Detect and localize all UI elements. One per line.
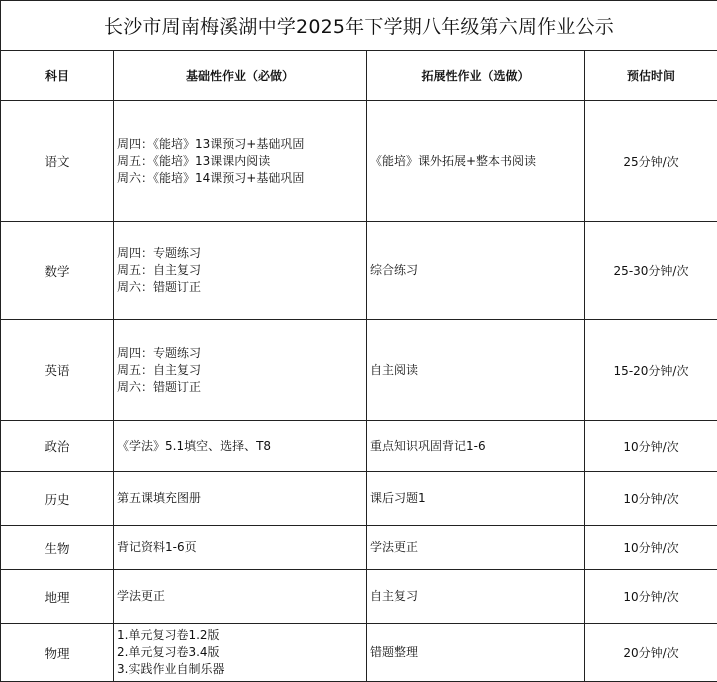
basic-cell xyxy=(114,472,367,526)
basic-line: 周六：错题订正 xyxy=(117,379,366,396)
table-row xyxy=(1,570,717,624)
subject-cell: 语文 xyxy=(1,101,114,222)
extension-cell: 错题整理 xyxy=(367,624,585,682)
basic-line: 学法更正 xyxy=(117,588,366,605)
time-cell: 10分钟/次 xyxy=(585,472,717,526)
subject-cell: 英语 xyxy=(1,320,114,421)
subject-cell: 生物 xyxy=(1,526,114,570)
time-cell: 15-20分钟/次 xyxy=(585,320,717,421)
basic-line: 第五课填充图册 xyxy=(117,490,366,507)
extension-cell: 《能培》课外拓展+整本书阅读 xyxy=(367,101,585,222)
extension-cell: 自主复习 xyxy=(367,570,585,624)
basic-line: 周六：《能培》14课预习+基础巩固 xyxy=(117,170,366,187)
basic-line: 周六：错题订正 xyxy=(117,279,366,296)
subject-cell: 历史 xyxy=(1,472,114,526)
table-row xyxy=(1,222,717,320)
time-cell: 20分钟/次 xyxy=(585,624,717,682)
basic-cell xyxy=(114,222,367,320)
header-extension: 拓展性作业（选做） xyxy=(367,51,585,101)
extension-cell: 课后习题1 xyxy=(367,472,585,526)
basic-line: 周四：《能培》13课预习+基础巩固 xyxy=(117,136,366,153)
subject-cell: 地理 xyxy=(1,570,114,624)
sheet-title: 长沙市周南梅溪湖中学2025年下学期八年级第六周作业公示 xyxy=(1,1,717,51)
header-time: 预估时间 xyxy=(585,51,717,101)
basic-cell xyxy=(114,570,367,624)
header-subject: 科目 xyxy=(1,51,114,101)
basic-line: 3.实践作业自制乐器 xyxy=(117,661,366,678)
basic-line: 周四：专题练习 xyxy=(117,345,366,362)
time-cell: 10分钟/次 xyxy=(585,421,717,472)
basic-line: 1.单元复习卷1.2版 xyxy=(117,627,366,644)
subject-cell: 物理 xyxy=(1,624,114,682)
header-row xyxy=(1,51,717,101)
time-cell: 10分钟/次 xyxy=(585,570,717,624)
basic-line: 周五：自主复习 xyxy=(117,362,366,379)
basic-cell xyxy=(114,421,367,472)
time-cell: 25-30分钟/次 xyxy=(585,222,717,320)
basic-line: 《学法》5.1填空、选择、T8 xyxy=(117,438,366,455)
title-row xyxy=(1,1,717,51)
extension-cell: 自主阅读 xyxy=(367,320,585,421)
table-row xyxy=(1,320,717,421)
subject-cell: 数学 xyxy=(1,222,114,320)
basic-cell xyxy=(114,320,367,421)
basic-line: 周四：专题练习 xyxy=(117,245,366,262)
time-cell: 10分钟/次 xyxy=(585,526,717,570)
basic-line: 背记资料1-6页 xyxy=(117,539,366,556)
basic-cell xyxy=(114,526,367,570)
table-row xyxy=(1,101,717,222)
extension-cell: 学法更正 xyxy=(367,526,585,570)
subject-cell: 政治 xyxy=(1,421,114,472)
table-row xyxy=(1,472,717,526)
time-cell: 25分钟/次 xyxy=(585,101,717,222)
table-row xyxy=(1,421,717,472)
basic-line: 周五：自主复习 xyxy=(117,262,366,279)
extension-cell: 重点知识巩固背记1-6 xyxy=(367,421,585,472)
table-row xyxy=(1,526,717,570)
basic-cell xyxy=(114,101,367,222)
table-row xyxy=(1,624,717,682)
basic-cell xyxy=(114,624,367,682)
header-basic: 基础性作业（必做） xyxy=(114,51,367,101)
extension-cell: 综合练习 xyxy=(367,222,585,320)
basic-line: 周五：《能培》13课课内阅读 xyxy=(117,153,366,170)
basic-line: 2.单元复习卷3.4版 xyxy=(117,644,366,661)
